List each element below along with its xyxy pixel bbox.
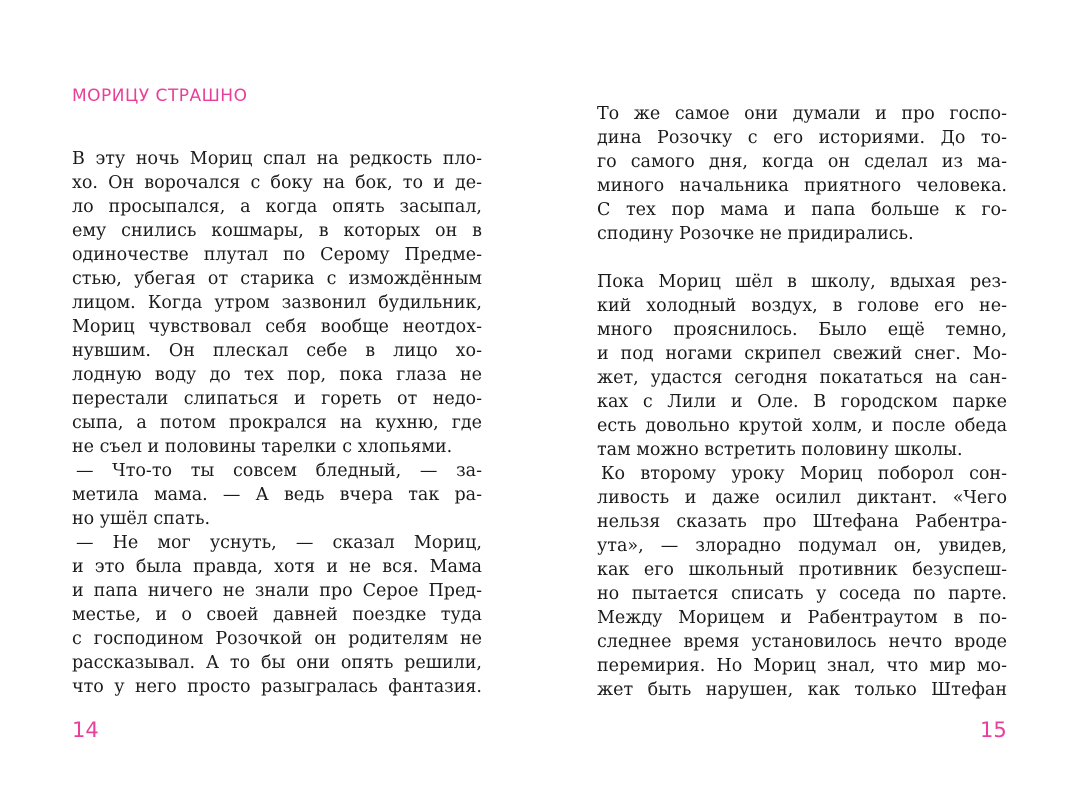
- text-line: кий холодный воздух, в голове его не-: [597, 296, 1007, 316]
- text-line: но ушёл спать.: [72, 509, 211, 529]
- text-line: с господином Розочкой он родителям не: [72, 629, 482, 649]
- text-line: дина Розочку с его историями. До то-: [597, 128, 1007, 148]
- text-line: Мориц чувствовал себя вообще неотдох-: [72, 317, 482, 337]
- text-line: Между Морицем и Рабентраутом в по-: [597, 608, 1007, 628]
- text-line: лицом. Когда утром зазвонил будильник,: [72, 293, 482, 313]
- text-line: одиночестве плутал по Серому Предме-: [72, 245, 482, 265]
- text-line: сподину Розочке не придирались.: [597, 224, 914, 244]
- paragraph-break: [597, 246, 1007, 270]
- text-line: нувшим. Он плескал себе в лицо хо-: [72, 341, 482, 361]
- text-line: но пытается списать у соседа по парте.: [597, 584, 1007, 604]
- left-page: [0, 0, 536, 794]
- text-line: жет быть нарушен, как только Штефан: [597, 680, 1007, 700]
- text-line: и под ногами скрипел свежий снег. Мо-: [597, 344, 1007, 364]
- page-number: 15: [980, 718, 1007, 742]
- text-line: В эту ночь Мориц спал на редкость пло-: [72, 149, 482, 169]
- left-page-text: [72, 147, 482, 699]
- text-line: ло просыпался, а когда опять засыпал,: [72, 197, 482, 217]
- text-line: жет, удастся сегодня покататься на сан-: [597, 368, 1007, 388]
- chapter-title: МОРИЦУ СТРАШНО: [72, 86, 248, 106]
- page-number: 14: [72, 718, 99, 742]
- text-line: и папа ничего не знали про Серое Пред-: [72, 581, 482, 601]
- text-line: там можно встретить половину школы.: [597, 440, 963, 460]
- text-line: хо. Он ворочался с боку на бок, то и де-: [72, 173, 482, 193]
- text-line: метила мама. — А ведь вчера так ра-: [72, 485, 482, 505]
- text-line: не съел и половины тарелки с хлопьями.: [72, 437, 453, 457]
- text-line: есть довольно крутой холм, и после обеда: [597, 416, 1007, 436]
- text-line: местье, и о своей давней поездке туда: [72, 605, 482, 625]
- text-line: следнее время установилось нечто вроде: [597, 632, 1007, 652]
- text-line: ках с Лили и Оле. В городском парке: [597, 392, 1007, 412]
- text-line: ливость и даже осилил диктант. «Чего: [597, 488, 1007, 508]
- text-line: — Что-то ты совсем бледный, — за-: [76, 461, 482, 481]
- text-line: рассказывал. А то бы они опять решили,: [72, 653, 482, 673]
- text-line: — Не мог уснуть, — сказал Мориц,: [76, 533, 482, 553]
- text-line: много прояснилось. Было ещё темно,: [597, 320, 1007, 340]
- text-line: перестали слипаться и гореть от недо-: [72, 389, 482, 409]
- text-line: го самого дня, когда он сделал из ма-: [597, 152, 1007, 172]
- text-line: лодную воду до тех пор, пока глаза не: [72, 365, 482, 385]
- text-line: Ко второму уроку Мориц поборол сон-: [601, 464, 1007, 484]
- text-line: сыпа, а потом прокрался на кухню, где: [72, 413, 482, 433]
- text-line: что у него просто разыгралась фантазия.: [72, 677, 482, 697]
- text-line: С тех пор мама и папа больше к го-: [597, 200, 1007, 220]
- text-line: перемирия. Но Мориц знал, что мир мо-: [597, 656, 1007, 676]
- text-line: нельзя сказать про Штефана Рабентра-: [597, 512, 1007, 532]
- text-line: и это была правда, хотя и не вся. Мама: [72, 557, 482, 577]
- text-line: ему снились кошмары, в которых он в: [72, 221, 482, 241]
- text-line: миного начальника приятного человека.: [597, 176, 1007, 196]
- text-line: стью, убегая от старика с измождённым: [72, 269, 482, 289]
- right-page-text: [597, 102, 1007, 702]
- text-line: Пока Мориц шёл в школу, вдыхая рез-: [597, 272, 1007, 292]
- right-page: [537, 0, 1073, 794]
- text-line: ута», — злорадно подумал он, увидев,: [597, 536, 1007, 556]
- text-line: как его школьный противник безуспеш-: [597, 560, 1007, 580]
- text-line: То же самое они думали и про госпо-: [597, 104, 1007, 124]
